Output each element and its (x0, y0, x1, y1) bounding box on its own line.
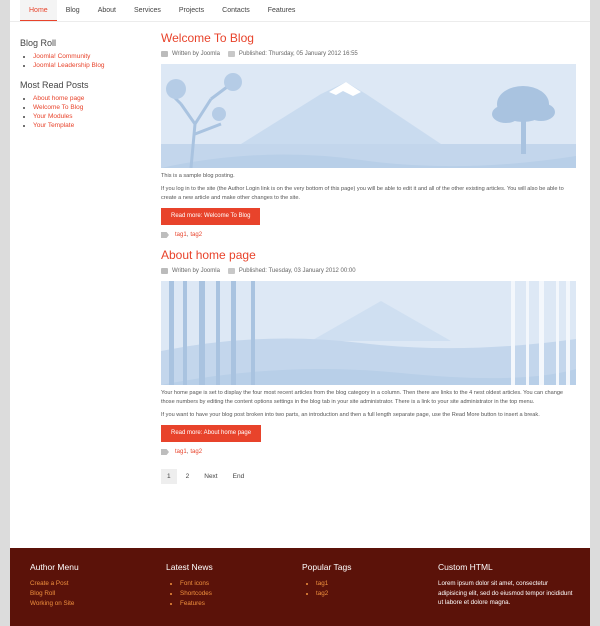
footer-heading: Popular Tags (302, 562, 352, 572)
footer-link[interactable]: • Features (180, 599, 296, 609)
article-paragraph: Your home page is set to display the four most recent articles from the blog category in a column. Then there are links to the 4 nest oldest articles. You can change those numbers by editing the content options settings in the blog tab in your site administrator. There is a link to your site administrator in the top menu. (161, 390, 564, 405)
article (161, 31, 576, 240)
list-item (33, 94, 150, 103)
main-content (161, 31, 576, 484)
article-meta (161, 49, 576, 58)
nav-item-blog[interactable]: Blog (65, 7, 80, 14)
footer-link[interactable]: • Shortcodes (180, 589, 296, 599)
footer-heading: Author Menu (30, 562, 79, 572)
article-paragraph: This is a sample blog posting. (161, 173, 235, 179)
article-author: Written by Joomla (172, 267, 220, 274)
footer-link[interactable]: Working on Site (30, 600, 75, 607)
user-icon (161, 268, 168, 274)
footer (10, 548, 590, 626)
list-item (33, 112, 150, 121)
nav-item-home[interactable]: Home (20, 0, 57, 21)
article-tags: tag1 , tag2 (161, 230, 576, 240)
blog-roll-link[interactable]: Joomla! Community (33, 53, 91, 60)
tag-link[interactable]: tag1 (175, 449, 187, 455)
footer-link[interactable]: Blog Roll (30, 590, 56, 597)
read-more-button[interactable]: Read more: Welcome To Blog (161, 208, 260, 225)
footer-heading: Latest News (166, 562, 213, 572)
footer-link[interactable]: • tag1 (316, 579, 432, 589)
footer-popular-tags (302, 562, 432, 599)
tag-link[interactable]: tag2 (190, 232, 203, 238)
article-paragraph: If you want to have your blog post broken into two parts, an introduction and then a full length separate page, use the Read More button to insert a break. (161, 412, 540, 418)
most-read-link[interactable]: Welcome To Blog (33, 104, 84, 111)
footer-latest-news (166, 562, 296, 609)
next-page-link[interactable]: Next (204, 473, 218, 480)
bamboo-landscape-illustration (161, 281, 576, 385)
most-read-link[interactable]: Your Modules (33, 113, 73, 120)
page-link[interactable]: 2 (185, 473, 190, 480)
footer-text: Lorem ipsum dolor sit amet, consectetur adipisicing elit, sed do eiusmod tempor incididunt ut labore et dolore magna. (438, 580, 573, 606)
list-item (33, 52, 150, 61)
page (10, 0, 590, 626)
page-link-current[interactable]: 1 (161, 469, 177, 484)
article-published: Published: Thursday, 05 January 2012 16:55 (238, 50, 358, 57)
nav-item-contacts[interactable]: Contacts (222, 7, 250, 14)
article-published: Published: Tuesday, 03 January 2012 00:00 (238, 267, 356, 274)
tag-link[interactable]: tag1 (175, 232, 187, 238)
footer-link[interactable]: • Font icons (180, 579, 296, 589)
user-icon (161, 51, 168, 57)
end-page-link[interactable]: End (232, 473, 245, 480)
footer-heading: Custom HTML (438, 562, 493, 572)
article-paragraph: If you log in to the site (the Author Login link is on the very bottom of this page) you will be able to edit it and all of the other existing articles. You will also be able to create a new article and make other changes to the site. (161, 186, 564, 201)
blog-roll-list (20, 52, 150, 70)
tag-link[interactable]: tag2 (190, 449, 203, 455)
tag-icon (161, 449, 169, 455)
list-item (33, 61, 150, 70)
most-read-list (20, 94, 150, 130)
nav-item-projects[interactable]: Projects (178, 7, 205, 14)
footer-link[interactable]: Create a Post (30, 580, 69, 587)
pagination (161, 469, 576, 484)
article-tags: tag1 , tag2 (161, 447, 576, 457)
nav-item-services[interactable]: Services (134, 7, 161, 14)
top-nav (10, 0, 590, 22)
article-meta (161, 266, 576, 275)
read-more-button[interactable]: Read more: About home page (161, 425, 261, 442)
mountain-tree-illustration (161, 64, 576, 168)
calendar-icon (228, 268, 235, 274)
footer-author-menu (30, 562, 160, 609)
calendar-icon (228, 51, 235, 57)
blog-roll-title: Blog Roll (20, 38, 57, 48)
article-title[interactable]: Welcome To Blog (161, 31, 254, 45)
tag-icon (161, 232, 169, 238)
sidebar (20, 38, 150, 140)
most-read-link[interactable]: Your Template (33, 122, 75, 129)
article (161, 248, 576, 457)
nav-item-features[interactable]: Features (267, 7, 296, 14)
footer-link[interactable]: • tag2 (316, 589, 432, 599)
nav-item-about[interactable]: About (97, 7, 116, 14)
list-item (33, 103, 150, 112)
blog-roll-link[interactable]: Joomla! Leadership Blog (33, 62, 105, 69)
article-author: Written by Joomla (172, 50, 220, 57)
list-item (33, 121, 150, 130)
most-read-title: Most Read Posts (20, 80, 89, 90)
article-title[interactable]: About home page (161, 248, 256, 262)
most-read-link[interactable]: About home page (33, 95, 85, 102)
footer-custom-html (438, 562, 578, 608)
